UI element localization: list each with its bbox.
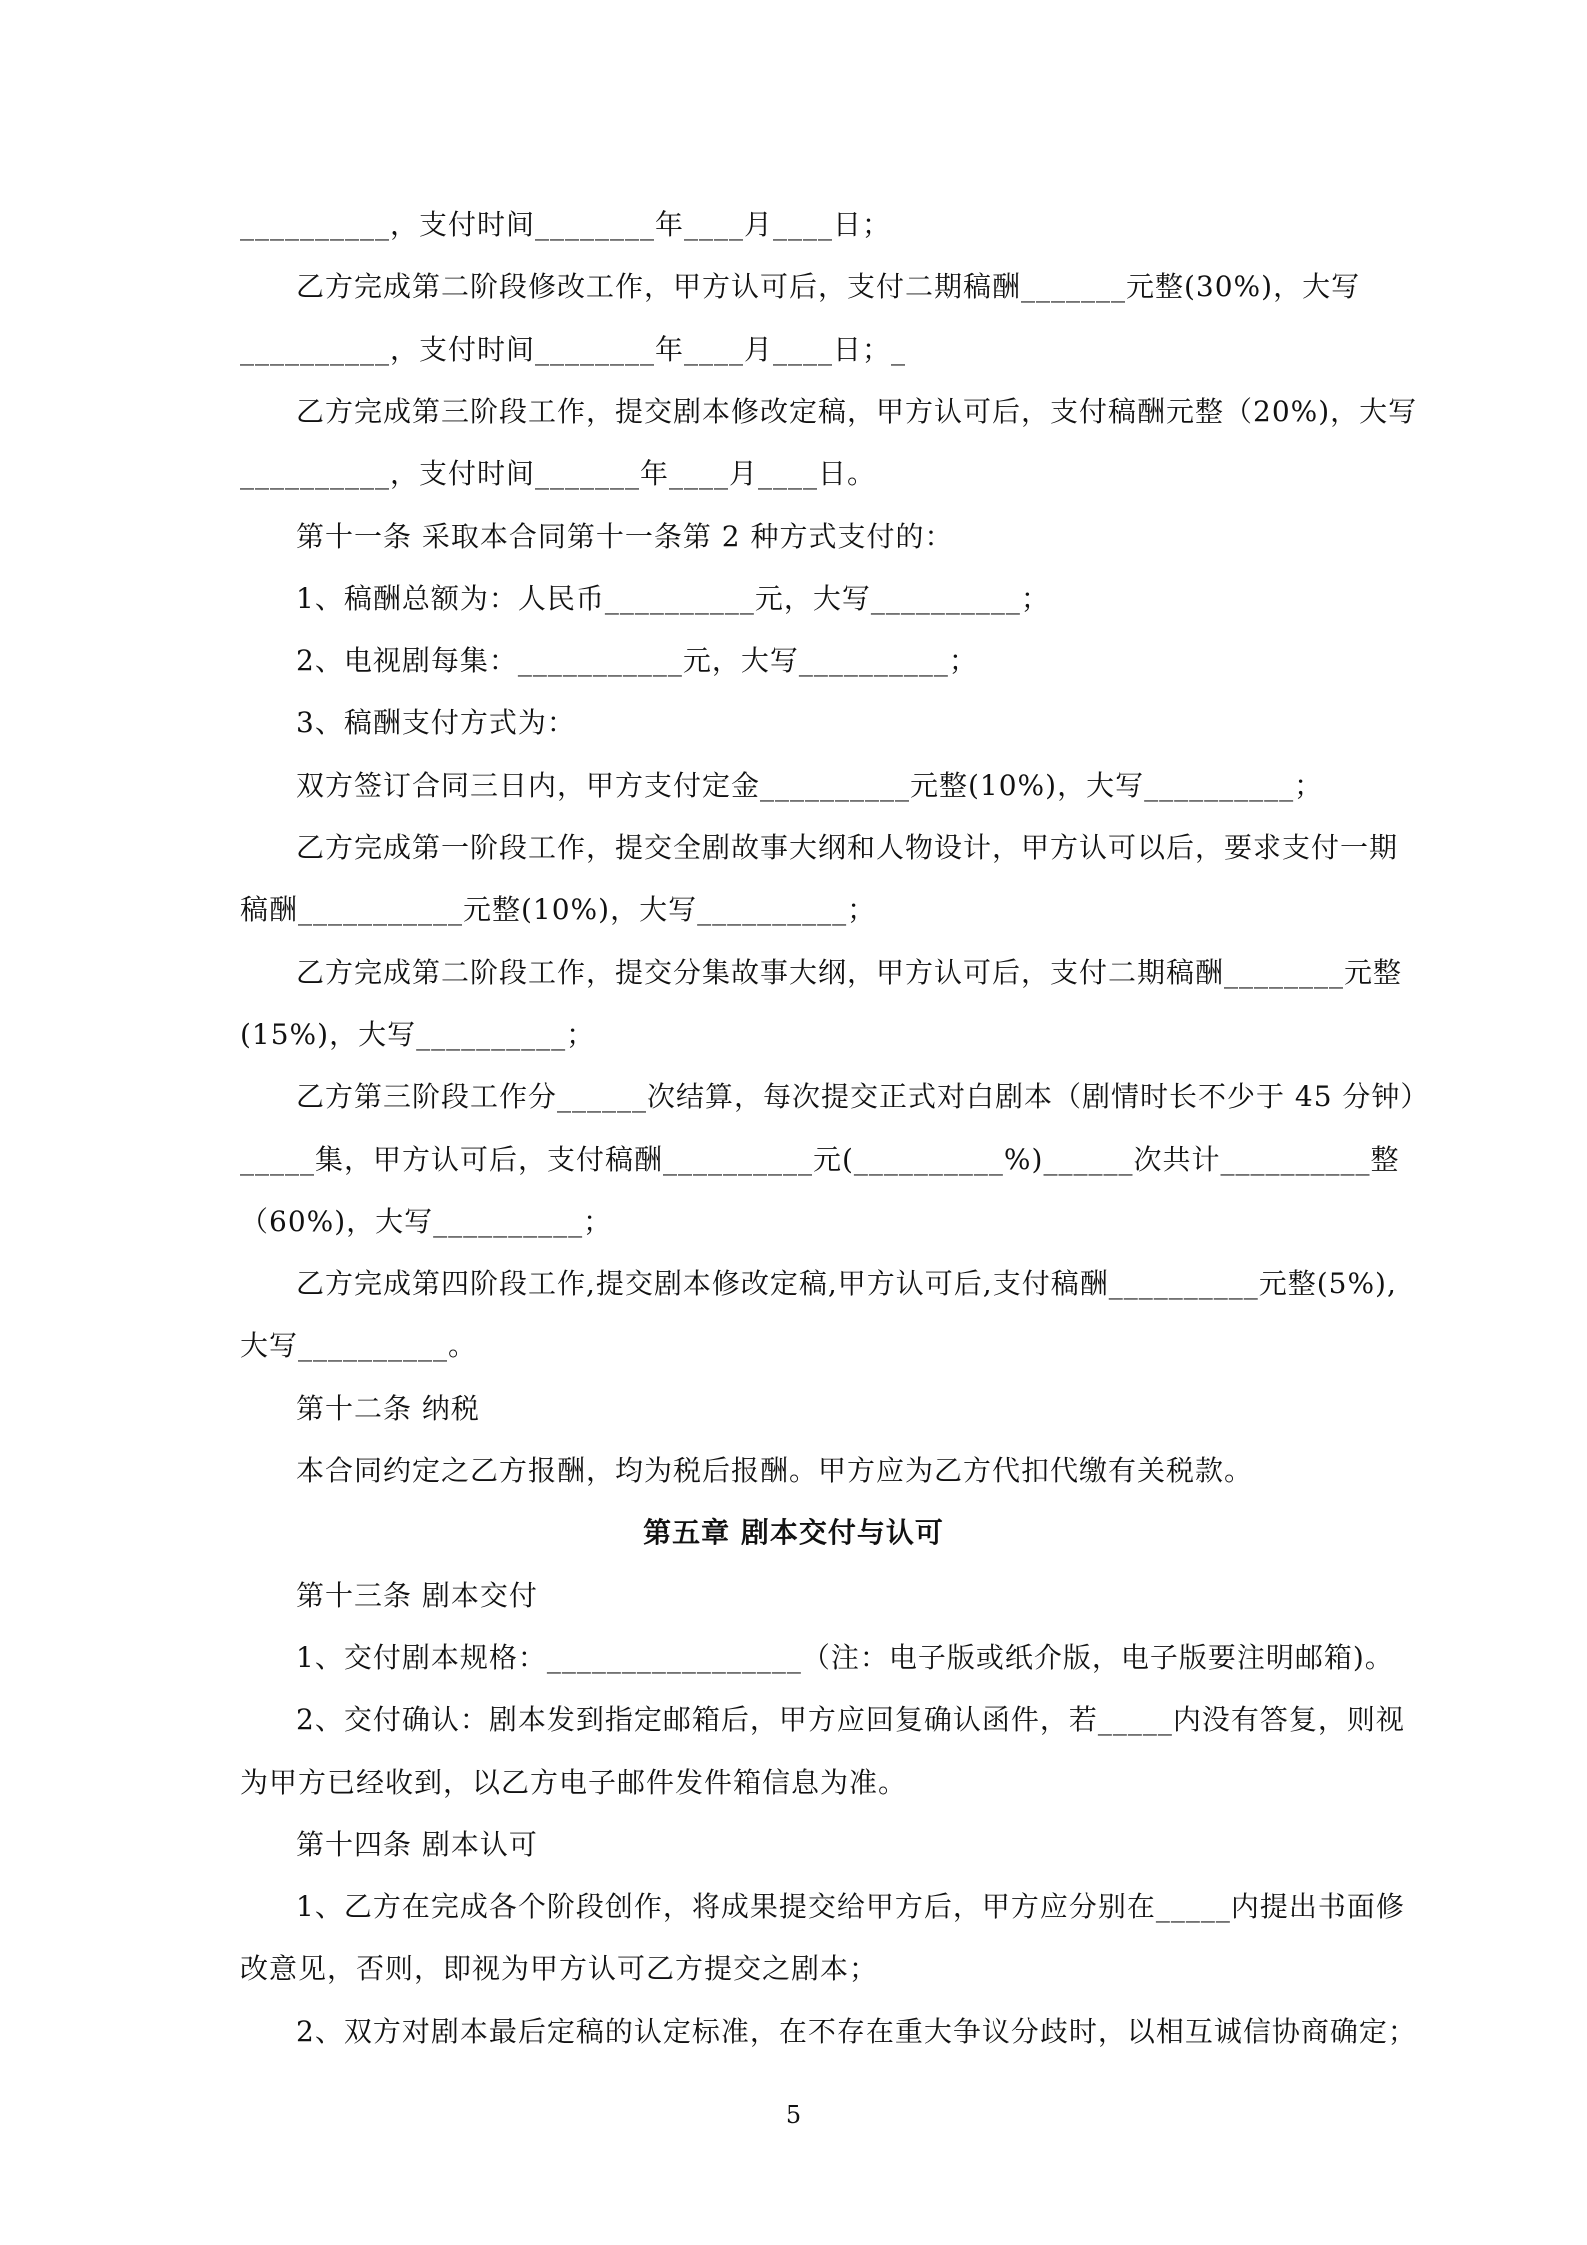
text-line: __________，支付时间_______年____月____日。: [240, 457, 877, 490]
text-line: 第十三条 剧本交付: [296, 1579, 538, 1612]
text-line: __________，支付时间________年____月____日；: [240, 208, 892, 241]
text-line: 大写__________。: [240, 1329, 478, 1362]
text-line: 2、电视剧每集：___________元，大写__________；: [296, 644, 978, 677]
text-line: 1、交付剧本规格：_________________（注：电子版或纸介版，电子版要注明邮箱)。: [296, 1641, 1394, 1674]
chapter-heading: 第五章 剧本交付与认可: [643, 1516, 944, 1549]
text-line: 1、乙方在完成各个阶段创作，将成果提交给甲方后，甲方应分别在_____内提出书面修: [296, 1890, 1405, 1923]
text-line: 乙方完成第二阶段修改工作，甲方认可后，支付二期稿酬_______元整(30%)，大写: [296, 270, 1361, 303]
text-line: 3、稿酬支付方式为：: [296, 706, 576, 739]
text-line: 第十二条 纳税: [296, 1392, 480, 1425]
text-line: 双方签订合同三日内，甲方支付定金__________元整(10%)，大写__________；: [296, 769, 1324, 802]
text-line: （60%)，大写__________；: [240, 1205, 613, 1238]
page-number: 5: [785, 2101, 802, 2129]
text-line: 改意见，否则，即视为甲方认可乙方提交之剧本；: [240, 1952, 879, 1985]
text-line: (15%)，大写__________；: [240, 1018, 596, 1051]
text-line: 稿酬___________元整(10%)，大写__________；: [240, 893, 877, 926]
text-line: 2、交付确认：剧本发到指定邮箱后，甲方应回复确认函件，若_____内没有答复，则视: [296, 1703, 1405, 1736]
text-line: 乙方完成第二阶段工作，提交分集故事大纲，甲方认可后，支付二期稿酬________元整: [296, 956, 1403, 989]
text-line: 本合同约定之乙方报酬，均为税后报酬。甲方应为乙方代扣代缴有关税款。: [296, 1454, 1254, 1487]
text-line: 乙方完成第三阶段工作，提交剧本修改定稿，甲方认可后，支付稿酬元整（20%)，大写: [296, 395, 1418, 428]
text-line: 2、双方对剧本最后定稿的认定标准，在不存在重大争议分歧时，以相互诚信协商确定；: [296, 2015, 1417, 2048]
text-line: 乙方完成第一阶段工作，提交全剧故事大纲和人物设计，甲方认可以后，要求支付一期: [296, 831, 1399, 864]
text-line: 第十一条 采取本合同第十一条第 2 种方式支付的：: [296, 520, 954, 553]
text-line: 乙方第三阶段工作分______次结算，每次提交正式对白剧本（剧情时长不少于 45 分钟）: [296, 1080, 1430, 1113]
text-line: _____集，甲方认可后，支付稿酬__________元(__________%)______次共计__________整: [240, 1143, 1400, 1176]
text-line: __________，支付时间________年____月____日；_: [240, 333, 907, 366]
text-line: 乙方完成第四阶段工作,提交剧本修改定稿,甲方认可后,支付稿酬__________元整(5%),: [296, 1267, 1397, 1300]
text-line: 为甲方已经收到，以乙方电子邮件发件箱信息为准。: [240, 1766, 908, 1799]
text-line: 第十四条 剧本认可: [296, 1828, 538, 1861]
text-line: 1、稿酬总额为：人民币__________元，大写__________；: [296, 582, 1050, 615]
